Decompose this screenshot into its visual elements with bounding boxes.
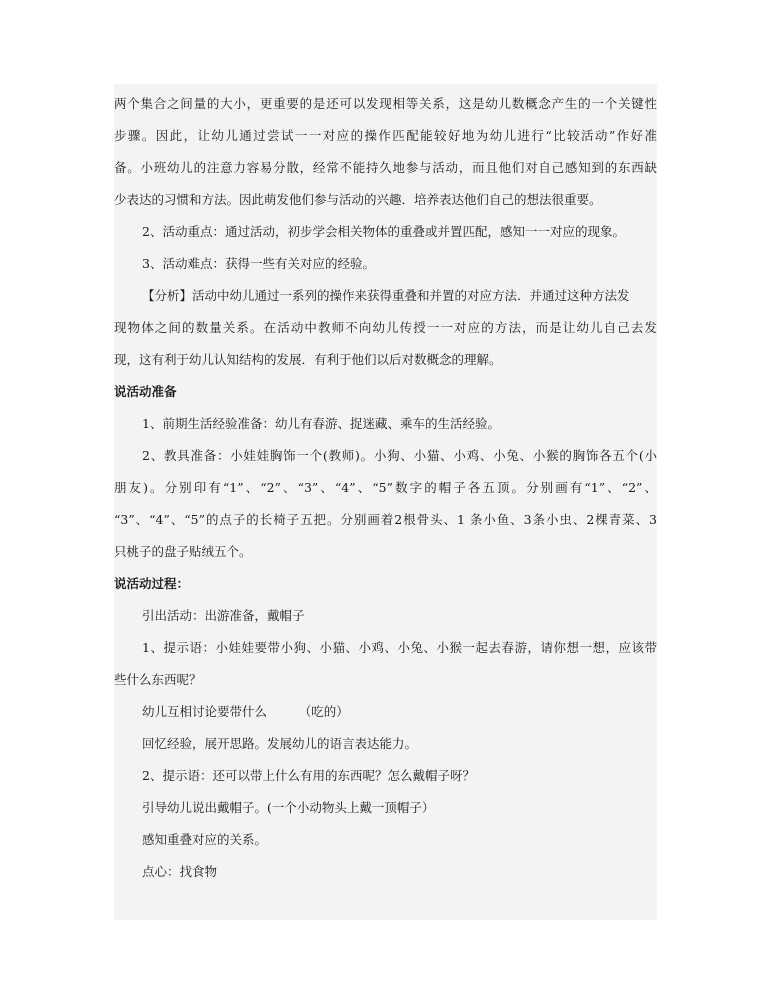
list-item: 1、前期生活经验准备：幼儿有春游、捉迷藏、乘车的生活经验。 bbox=[142, 416, 500, 431]
list-item: 点心：找食物 bbox=[142, 864, 218, 879]
document-page bbox=[114, 84, 657, 920]
paragraph-line: 只桃子的盘子贴绒五个。 bbox=[114, 544, 252, 559]
analysis-line: 【分析】活动中幼儿通过一系列的操作来获得重叠和并置的对应方法．并通过这种方法发 bbox=[142, 288, 630, 303]
difficulty-point-line: 3、活动难点：获得一些有关对应的经验。 bbox=[142, 256, 375, 271]
list-item: 引导幼儿说出戴帽子。(一个小动物头上戴一顶帽子） bbox=[142, 800, 435, 815]
paragraph-line: 现，这有利于幼儿认知结构的发展．有利于他们以后对数概念的理解。 bbox=[114, 352, 502, 367]
list-item: 幼儿互相讨论要带什么 （吃的） bbox=[142, 704, 349, 719]
paragraph-line: 少表达的习惯和方法。因此萌发他们参与活动的兴趣．培养表达他们自己的想法很重要。 bbox=[114, 192, 602, 207]
section-heading-preparation: 说活动准备 bbox=[114, 384, 177, 399]
focus-point-line: 2、活动重点：通过活动，初步学会相关物体的重叠或并置匹配，感知一一对应的现象。 bbox=[142, 224, 625, 239]
list-item: 回忆经验，展开思路。发展幼儿的语言表达能力。 bbox=[142, 736, 418, 751]
paragraph-line: 些什么东西呢？ bbox=[114, 672, 202, 687]
list-item: 引出活动：出游准备，戴帽子 bbox=[142, 608, 305, 623]
list-item: 2、提示语：还可以带上什么有用的东西呢？怎么戴帽子呀？ bbox=[142, 768, 475, 783]
section-heading-process: 说活动过程： bbox=[114, 576, 190, 591]
paragraph-line: 步骤。因此，让幼儿通过尝试一一对应的操作匹配能较好地为幼儿进行“比较活动”作好准 bbox=[114, 128, 657, 143]
paragraph-line: 两个集合之间量的大小，更重要的是还可以发现相等关系，这是幼儿数概念产生的一个关键性 bbox=[114, 96, 657, 111]
paragraph-line: “3”、“4”、“5”的点子的长椅子五把。分别画着2根骨头、1 条小鱼、3条小虫、2棵青菜、3 bbox=[114, 512, 657, 527]
list-item: 1、提示语：小娃娃要带小狗、小猫、小鸡、小兔、小猴一起去春游，请你想一想，应该带 bbox=[142, 640, 657, 655]
list-item: 2、教具准备：小娃娃胸饰一个(教师)。小狗、小猫、小鸡、小兔、小猴的胸饰各五个(小 bbox=[142, 448, 657, 463]
paragraph-line: 现物体之间的数量关系。在活动中教师不向幼儿传授一一对应的方法，而是让幼儿自己去发 bbox=[114, 320, 657, 335]
paragraph-line: 朋友)。分别印有“1”、“2”、“3”、“4”、“5”数字的帽子各五顶。分别画有“1”、“2”、 bbox=[114, 480, 657, 495]
paragraph-line: 备。小班幼儿的注意力容易分散，经常不能持久地参与活动，而且他们对自己感知到的东西缺 bbox=[114, 160, 657, 175]
list-item: 感知重叠对应的关系。 bbox=[142, 832, 268, 847]
